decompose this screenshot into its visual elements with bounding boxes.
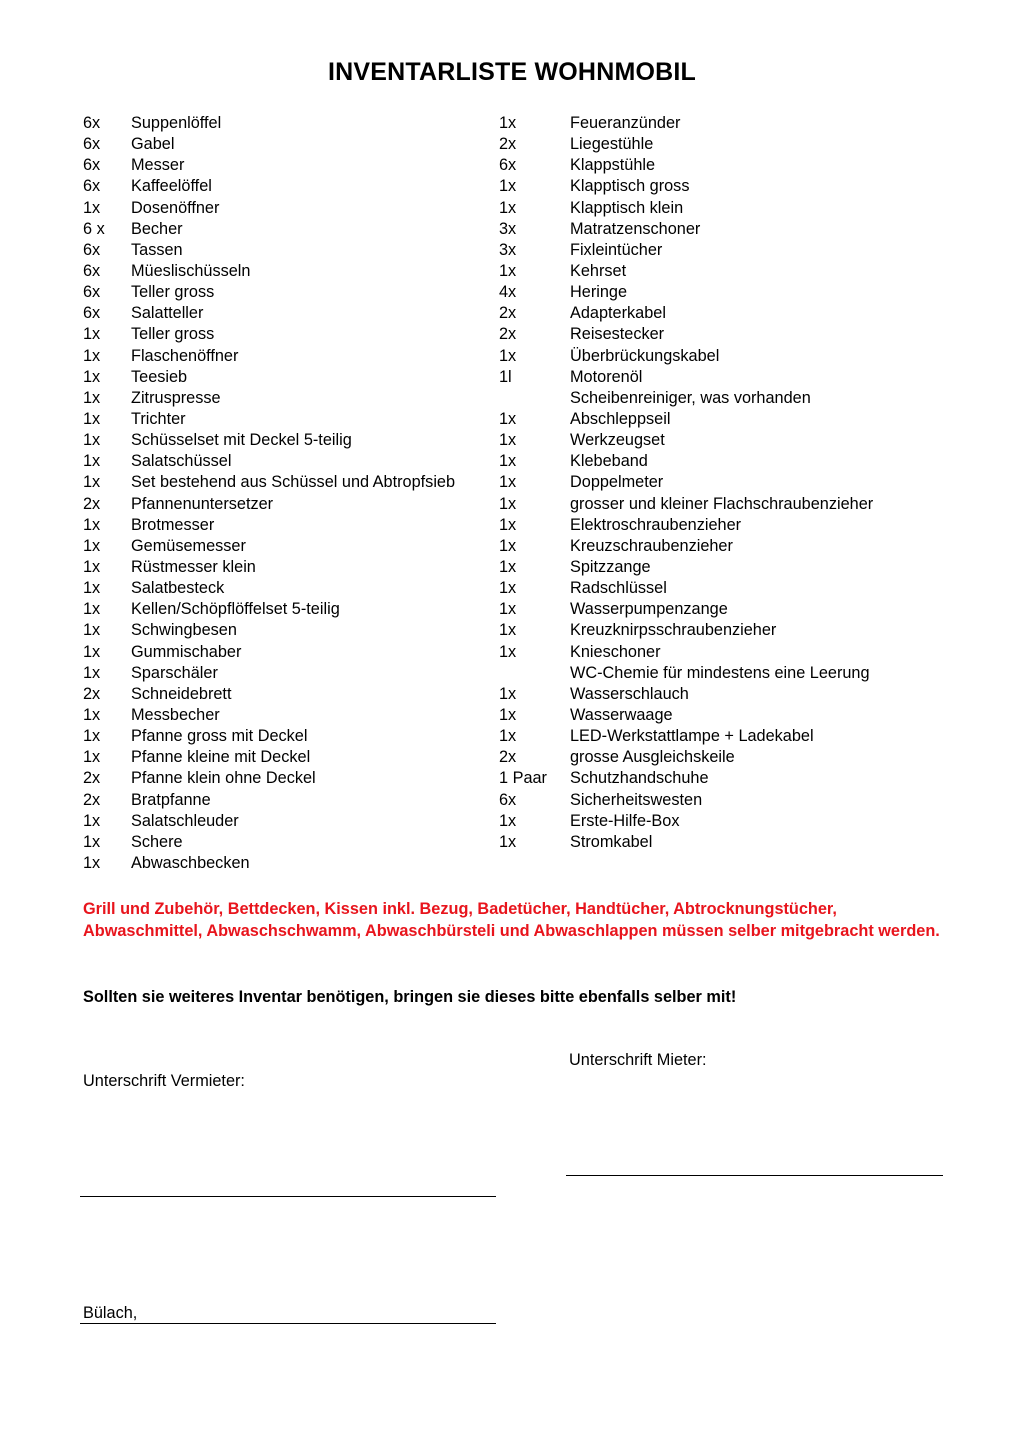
item-name: Adapterkabel <box>570 304 666 323</box>
item-name: Erste-Hilfe-Box <box>570 811 680 830</box>
item-quantity: 6x <box>83 156 101 175</box>
item-name: Schneidebrett <box>131 684 232 703</box>
item-quantity: 4x <box>499 283 517 302</box>
item-quantity: 1x <box>499 198 517 217</box>
item-quantity: 6x <box>83 283 101 302</box>
item-name: WC-Chemie für mindestens eine Leerung <box>570 663 870 682</box>
item-name: Trichter <box>131 409 186 428</box>
item-quantity: 1x <box>83 557 101 576</box>
item-quantity: 1x <box>499 114 517 132</box>
item-name: Sicherheitswesten <box>570 790 703 809</box>
item-name: Wasserpumpenzange <box>570 600 728 619</box>
item-name: Radschlüssel <box>570 579 667 598</box>
item-name: Salatschüssel <box>131 452 232 471</box>
item-quantity: 1x <box>499 346 517 365</box>
place-date-line <box>80 1323 496 1324</box>
item-quantity: 1x <box>83 579 101 598</box>
item-quantity: 2x <box>83 494 101 513</box>
item-quantity: 1x <box>83 811 101 830</box>
item-quantity: 1x <box>83 663 101 682</box>
item-quantity: 1x <box>499 811 517 830</box>
item-quantity: 6x <box>83 240 101 259</box>
item-name: Rüstmesser klein <box>131 557 256 576</box>
item-name: Schere <box>131 832 183 851</box>
item-name: Teller gross <box>131 325 215 344</box>
item-name: Spitzzange <box>570 557 651 576</box>
item-name: Überbrückungskabel <box>570 346 720 365</box>
item-quantity: 1x <box>499 494 517 513</box>
item-quantity: 1x <box>499 727 517 746</box>
item-name: Set bestehend aus Schüssel und Abtropfsieb <box>131 473 456 492</box>
item-name: Matratzenschoner <box>570 219 701 238</box>
item-quantity: 1x <box>83 727 101 746</box>
item-name: Feueranzünder <box>570 114 681 132</box>
item-quantity: 1x <box>83 325 101 344</box>
item-quantity: 1x <box>499 642 517 661</box>
item-quantity: 2x <box>499 748 517 767</box>
item-quantity: 1x <box>499 177 517 196</box>
item-name: Salatbesteck <box>131 579 225 598</box>
item-name: Klappstühle <box>570 156 656 175</box>
item-quantity: 1x <box>83 367 101 386</box>
item-quantity: 6x <box>83 177 101 196</box>
item-name: Scheibenreiniger, was vorhanden <box>570 388 811 407</box>
item-quantity: 1x <box>83 748 101 767</box>
item-quantity: 1x <box>499 832 517 851</box>
signature-label-tenant: Unterschrift Mieter: <box>569 1051 707 1069</box>
item-name: Kaffeelöffel <box>131 177 212 196</box>
item-name: Stromkabel <box>570 832 653 851</box>
item-name: Liegestühle <box>570 135 654 154</box>
item-name: Doppelmeter <box>570 473 664 492</box>
item-quantity: 6x <box>499 790 517 809</box>
item-name: Kreuzknirpsschraubenzieher <box>570 621 777 640</box>
item-quantity: 1x <box>83 705 101 724</box>
item-name: Dosenöffner <box>131 198 220 217</box>
item-quantity: 2x <box>83 790 101 809</box>
item-quantity: 6x <box>499 156 517 175</box>
item-name: Schüsselset mit Deckel 5-teilig <box>131 431 352 450</box>
item-name: Suppenlöffel <box>131 114 222 132</box>
item-quantity: 1x <box>499 557 517 576</box>
item-name: Salatteller <box>131 304 204 323</box>
item-name: Sparschäler <box>131 663 218 682</box>
item-name: Pfanne klein ohne Deckel <box>131 769 316 788</box>
item-name: Müeslischüsseln <box>131 261 251 280</box>
item-name: Kellen/Schöpflöffelset 5-teilig <box>131 600 340 619</box>
item-quantity: 1x <box>83 346 101 365</box>
item-quantity: 3x <box>499 240 517 259</box>
item-quantity: 1x <box>83 621 101 640</box>
item-quantity: 6x <box>83 261 101 280</box>
bold-notice: Sollten sie weiteres Inventar benötigen, bringen sie dieses bitte ebenfalls selber mit! <box>83 988 737 1006</box>
item-name: Klapptisch klein <box>570 198 684 217</box>
item-name: Gemüsemesser <box>131 536 246 555</box>
item-quantity: 1x <box>499 261 517 280</box>
item-name: Becher <box>131 219 183 238</box>
item-quantity: 1x <box>83 198 101 217</box>
item-name: Schwingbesen <box>131 621 237 640</box>
item-quantity: 6x <box>83 304 101 323</box>
item-name: Messer <box>131 156 185 175</box>
item-name: Teller gross <box>131 283 215 302</box>
item-name: Salatschleuder <box>131 811 239 830</box>
item-name: Motorenöl <box>570 367 643 386</box>
item-name: Abschleppseil <box>570 409 671 428</box>
item-name: grosse Ausgleichskeile <box>570 748 735 767</box>
item-name: Knieschoner <box>570 642 661 661</box>
item-name: Kreuzschraubenzieher <box>570 536 733 555</box>
signature-label-landlord: Unterschrift Vermieter: <box>83 1072 245 1090</box>
item-quantity: 1x <box>83 388 101 407</box>
item-quantity: 1x <box>83 431 101 450</box>
item-name: Messbecher <box>131 705 220 724</box>
place-label: Bülach, <box>83 1304 138 1322</box>
item-name: Brotmesser <box>131 515 215 534</box>
signature-line-landlord <box>80 1196 496 1197</box>
item-name: Bratpfanne <box>131 790 211 809</box>
item-quantity: 2x <box>499 325 517 344</box>
item-quantity: 1 Paar <box>499 769 547 788</box>
item-name: Wasserwaage <box>570 705 673 724</box>
item-name: Fixleintücher <box>570 240 663 259</box>
item-name: Teesieb <box>131 367 188 386</box>
item-quantity: 1x <box>499 536 517 555</box>
item-name: Pfanne kleine mit Deckel <box>131 748 311 767</box>
item-quantity: 1x <box>83 536 101 555</box>
document-title: INVENTARLISTE WOHNMOBIL <box>327 58 696 86</box>
item-quantity: 1x <box>83 409 101 428</box>
item-name: grosser und kleiner Flachschraubenzieher <box>570 494 874 513</box>
item-quantity: 1x <box>83 473 101 492</box>
item-quantity: 6x <box>83 135 101 154</box>
item-quantity: 1l <box>499 367 512 386</box>
item-quantity: 1x <box>83 600 101 619</box>
item-name: Wasserschlauch <box>570 684 689 703</box>
item-name: Zitruspresse <box>131 388 221 407</box>
item-quantity: 1x <box>83 642 101 661</box>
item-quantity: 3x <box>499 219 517 238</box>
item-name: Pfanne gross mit Deckel <box>131 727 308 746</box>
item-quantity: 2x <box>83 769 101 788</box>
item-name: Abwaschbecken <box>131 853 250 872</box>
item-quantity: 2x <box>83 684 101 703</box>
item-quantity: 1x <box>499 621 517 640</box>
signature-line-tenant <box>566 1175 943 1176</box>
item-quantity: 6 x <box>83 219 105 238</box>
item-name: Klebeband <box>570 452 648 471</box>
item-name: Tassen <box>131 240 183 259</box>
item-quantity: 1x <box>83 853 101 872</box>
item-quantity: 1x <box>499 473 517 492</box>
item-quantity: 1x <box>499 431 517 450</box>
item-name: Gummischaber <box>131 642 242 661</box>
item-quantity: 1x <box>499 579 517 598</box>
item-quantity: 1x <box>83 515 101 534</box>
item-quantity: 1x <box>499 600 517 619</box>
item-name: Kehrset <box>570 261 627 280</box>
item-quantity: 1x <box>499 684 517 703</box>
item-name: LED-Werkstattlampe + Ladekabel <box>570 727 814 746</box>
item-name: Reisestecker <box>570 325 665 344</box>
item-quantity: 1x <box>83 452 101 471</box>
item-name: Flaschenöffner <box>131 346 239 365</box>
item-quantity: 1x <box>499 409 517 428</box>
item-name: Werkzeugset <box>570 431 665 450</box>
item-quantity: 2x <box>499 304 517 323</box>
item-name: Schutzhandschuhe <box>570 769 709 788</box>
item-quantity: 1x <box>83 832 101 851</box>
red-notice: Grill und Zubehör, Bettdecken, Kissen inkl. Bezug, Badetücher, Handtücher, Abtrocknungstücher, Abwaschmittel, Abwaschschwamm, Abwaschbürsteli und Abwaschlappen müssen selber mitgebracht werden. <box>83 900 940 940</box>
item-quantity: 6x <box>83 114 101 132</box>
item-name: Elektroschraubenzieher <box>570 515 742 534</box>
item-name: Gabel <box>131 135 175 154</box>
item-quantity: 1x <box>499 705 517 724</box>
item-name: Pfannenuntersetzer <box>131 494 274 513</box>
item-name: Klapptisch gross <box>570 177 690 196</box>
item-quantity: 2x <box>499 135 517 154</box>
item-quantity: 1x <box>499 452 517 471</box>
item-name: Heringe <box>570 283 628 302</box>
item-quantity: 1x <box>499 515 517 534</box>
